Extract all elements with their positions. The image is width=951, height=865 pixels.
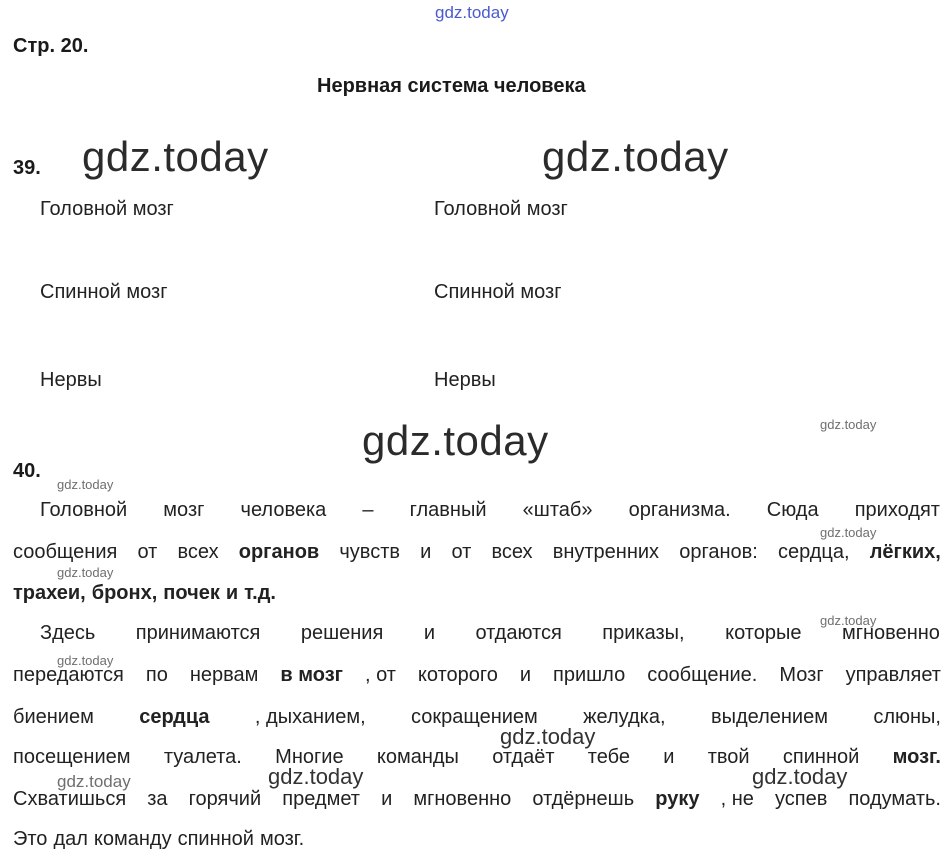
paragraph-word: и [225,582,239,604]
exercise-40-number: 40. [13,460,41,482]
paragraph-line [13,706,941,729]
paragraph-word: «штаб» [522,499,593,521]
paragraph-word: успев [774,788,828,810]
paragraph-line [40,499,940,522]
paragraph-word: почек [163,582,220,604]
paragraph-word: мозг. [259,828,305,850]
paragraph-line [13,582,941,605]
paragraph-word: от [451,541,472,563]
ex39-right-item: Нервы [434,369,496,391]
paragraph-word: спинной [782,746,860,768]
paragraph-word: тебе [587,746,630,768]
paragraph-word: бронх, [91,582,158,604]
paragraph-word: туалета. [163,746,242,768]
paragraph-line [13,541,941,564]
paragraph-word: сердца, [777,541,850,563]
paragraph-word: принимаются [135,622,261,644]
ex39-left-item: Нервы [40,369,102,391]
ex39-right-item: Спинной мозг [434,281,562,303]
watermark-large-right: gdz.today [542,133,729,180]
paragraph-word: мгновенно [841,622,940,644]
paragraph-word: всех [177,541,219,563]
watermark-tiny-left-3: gdz.today [57,653,114,668]
paragraph-word: лёгких, [869,541,941,563]
paragraph-word: главный [409,499,487,521]
paragraph-word: отдёрнешь [532,788,635,810]
paragraph-word: Это [13,828,48,850]
paragraph-word: сообщение. [647,664,758,686]
paragraph-word: передаются [13,664,124,686]
paragraph-word: отдаёт [492,746,555,768]
ex39-right-item: Головной мозг [434,198,568,220]
page-label: Стр. 20. [13,35,89,57]
watermark-medium-center: gdz.today [500,724,596,749]
watermark-tiny-left-4: gdz.today [57,772,131,791]
ex39-left-item: Головной мозг [40,198,174,220]
paragraph-word: Многие [275,746,344,768]
paragraph-word: руку [655,788,700,810]
paragraph-word: предмет [282,788,360,810]
paragraph-word: сердца [139,706,210,728]
paragraph-word: , от [364,664,396,686]
paragraph-word: Здесь [40,622,96,644]
paragraph-word: сообщения [13,541,118,563]
paragraph-word: Схватишься [13,788,127,810]
paragraph-word: и [519,664,532,686]
paragraph-word: чувств [339,541,400,563]
paragraph-word: трахеи, [13,582,86,604]
paragraph-word: Мозг [779,664,824,686]
paragraph-word: подумать. [848,788,941,810]
paragraph-word: и [420,541,432,563]
watermark-tiny-left-1: gdz.today [57,477,114,492]
paragraph-line [13,746,941,769]
paragraph-word: команды [376,746,459,768]
paragraph-word: всех [491,541,533,563]
paragraph-word: дал [53,828,88,850]
watermark-tiny-right-1: gdz.today [820,417,877,432]
watermark-tiny-right-2: gdz.today [820,525,877,540]
exercise-39-number: 39. [13,157,41,179]
paragraph-word: слюны, [873,706,941,728]
paragraph-word: органов [238,541,320,563]
paragraph-word: управляет [845,664,941,686]
paragraph-word: спинной [177,828,254,850]
paragraph-word: которого [417,664,498,686]
paragraph-word: которые [725,622,802,644]
paragraph-word: выделением [710,706,828,728]
paragraph-word: приходят [854,499,940,521]
paragraph-word: Сюда [766,499,819,521]
paragraph-word: желудка, [583,706,666,728]
paragraph-word: в мозг [280,664,343,686]
paragraph-word: , не [720,788,754,810]
paragraph-word: горячий [188,788,262,810]
paragraph-word: пришло [553,664,626,686]
page-title: Нервная система человека [317,75,586,97]
watermark-tiny-left-2: gdz.today [57,565,114,580]
paragraph-word: Головной [40,499,128,521]
paragraph-word: – [362,499,374,521]
paragraph-word: посещением [13,746,131,768]
paragraph-line [13,828,941,851]
paragraph-word: организма. [628,499,731,521]
paragraph-word: и [423,622,435,644]
paragraph-word: по [145,664,168,686]
paragraph-word: сокращением [411,706,538,728]
paragraph-word: и [663,746,675,768]
ex39-left-item: Спинной мозг [40,281,168,303]
paragraph-word: команду [93,828,172,850]
paragraph-word: биением [13,706,94,728]
paragraph-word: твой [707,746,750,768]
paragraph-word: , дыханием, [254,706,366,728]
paragraph-word: человека [240,499,327,521]
paragraph-word: решения [300,622,384,644]
watermark-medium-right: gdz.today [752,764,848,789]
paragraph-word: нервам [189,664,259,686]
paragraph-word: отдаются [475,622,562,644]
paragraph-word: внутренних [552,541,660,563]
paragraph-word: органов: [679,541,758,563]
paragraph-word: мгновенно [413,788,512,810]
watermark-large-center: gdz.today [362,417,549,464]
paragraph-word: приказы, [602,622,685,644]
paragraph-word: мозг. [892,746,941,768]
watermark-large-left: gdz.today [82,133,269,180]
watermark-medium-left: gdz.today [268,764,364,789]
watermark-top: gdz.today [435,3,509,22]
paragraph-word: мозг [163,499,205,521]
paragraph-line [40,622,940,645]
paragraph-word: от [137,541,158,563]
paragraph-line [13,788,941,811]
paragraph-line [13,664,941,687]
watermark-tiny-right-3: gdz.today [820,613,877,628]
paragraph-word: и [381,788,393,810]
paragraph-word: за [147,788,168,810]
paragraph-word: т.д. [244,582,276,604]
